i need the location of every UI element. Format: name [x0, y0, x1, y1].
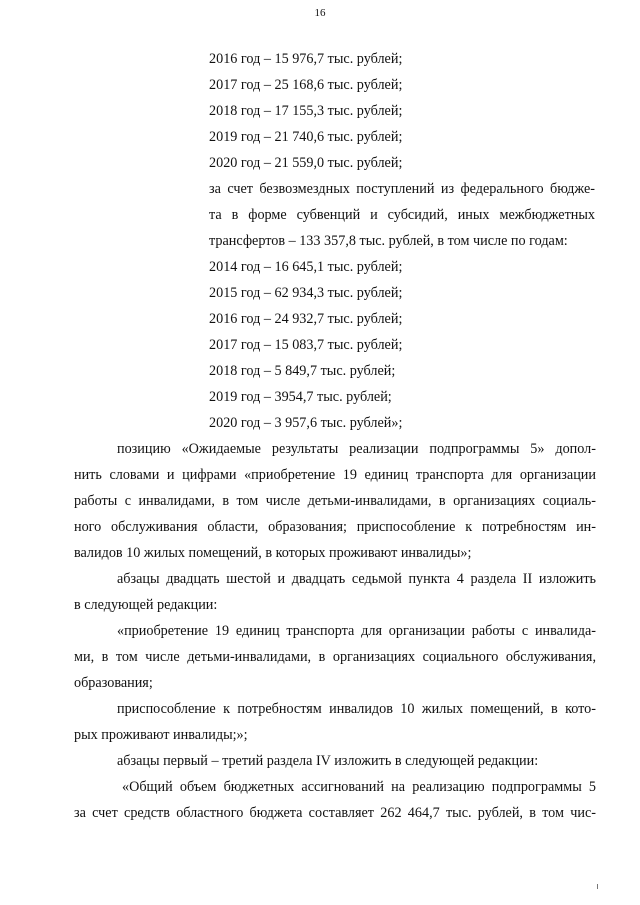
text-line: образования; [74, 675, 153, 691]
scan-mark [597, 884, 598, 889]
text-line: нить словами и цифрами «приобретение 19 единиц транспорта для организации [74, 467, 596, 483]
text-line: 2018 год – 5 849,7 тыс. рублей; [209, 363, 396, 379]
text-line: «приобретение 19 единиц транспорта для организации работы с инвалида- [117, 623, 596, 639]
text-line: 2020 год – 3 957,6 тыс. рублей»; [209, 415, 403, 431]
text-line: 2016 год – 24 932,7 тыс. рублей; [209, 311, 403, 327]
text-line: позицию «Ожидаемые результаты реализации подпрограммы 5» допол- [117, 441, 596, 457]
text-line: работы с инвалидами, в том числе детьми-инвалидами, в организациях социаль- [74, 493, 596, 509]
text-line: трансфертов – 133 357,8 тыс. рублей, в том числе по годам: [209, 233, 568, 249]
text-line: 2014 год – 16 645,1 тыс. рублей; [209, 259, 403, 275]
text-line: ми, в том числе детьми-инвалидами, в организациях социального обслуживания, [74, 649, 596, 665]
text-line: абзацы двадцать шестой и двадцать седьмой пункта 4 раздела II изложить [117, 571, 596, 587]
text-line: за счет средств областного бюджета составляет 262 464,7 тыс. рублей, в том чис- [74, 805, 596, 821]
text-line: та в форме субвенций и субсидий, иных межбюджетных [209, 207, 595, 223]
text-line: валидов 10 жилых помещений, в которых проживают инвалиды»; [74, 545, 472, 561]
text-line: 2015 год – 62 934,3 тыс. рублей; [209, 285, 403, 301]
text-line: в следующей редакции: [74, 597, 218, 613]
text-line: 2017 год – 15 083,7 тыс. рублей; [209, 337, 403, 353]
text-line: 2016 год – 15 976,7 тыс. рублей; [209, 51, 403, 67]
text-line: 2019 год – 21 740,6 тыс. рублей; [209, 129, 403, 145]
text-line: рых проживают инвалиды;»; [74, 727, 248, 743]
text-line: абзацы первый – третий раздела IV изложить в следующей редакции: [117, 753, 539, 769]
text-line: 2018 год – 17 155,3 тыс. рублей; [209, 103, 403, 119]
text-line: 2020 год – 21 559,0 тыс. рублей; [209, 155, 403, 171]
text-line: «Общий объем бюджетных ассигнований на реализацию подпрограммы 5 [122, 779, 596, 795]
text-line: приспособление к потребностям инвалидов 10 жилых помещений, в кото- [117, 701, 596, 717]
text-line: ного обслуживания области, образования; приспособление к потребностям ин- [74, 519, 596, 535]
text-line: за счет безвозмездных поступлений из федерального бюдже- [209, 181, 595, 197]
text-line: 2019 год – 3954,7 тыс. рублей; [209, 389, 392, 405]
page-number: 16 [314, 7, 326, 19]
text-line: 2017 год – 25 168,6 тыс. рублей; [209, 77, 403, 93]
